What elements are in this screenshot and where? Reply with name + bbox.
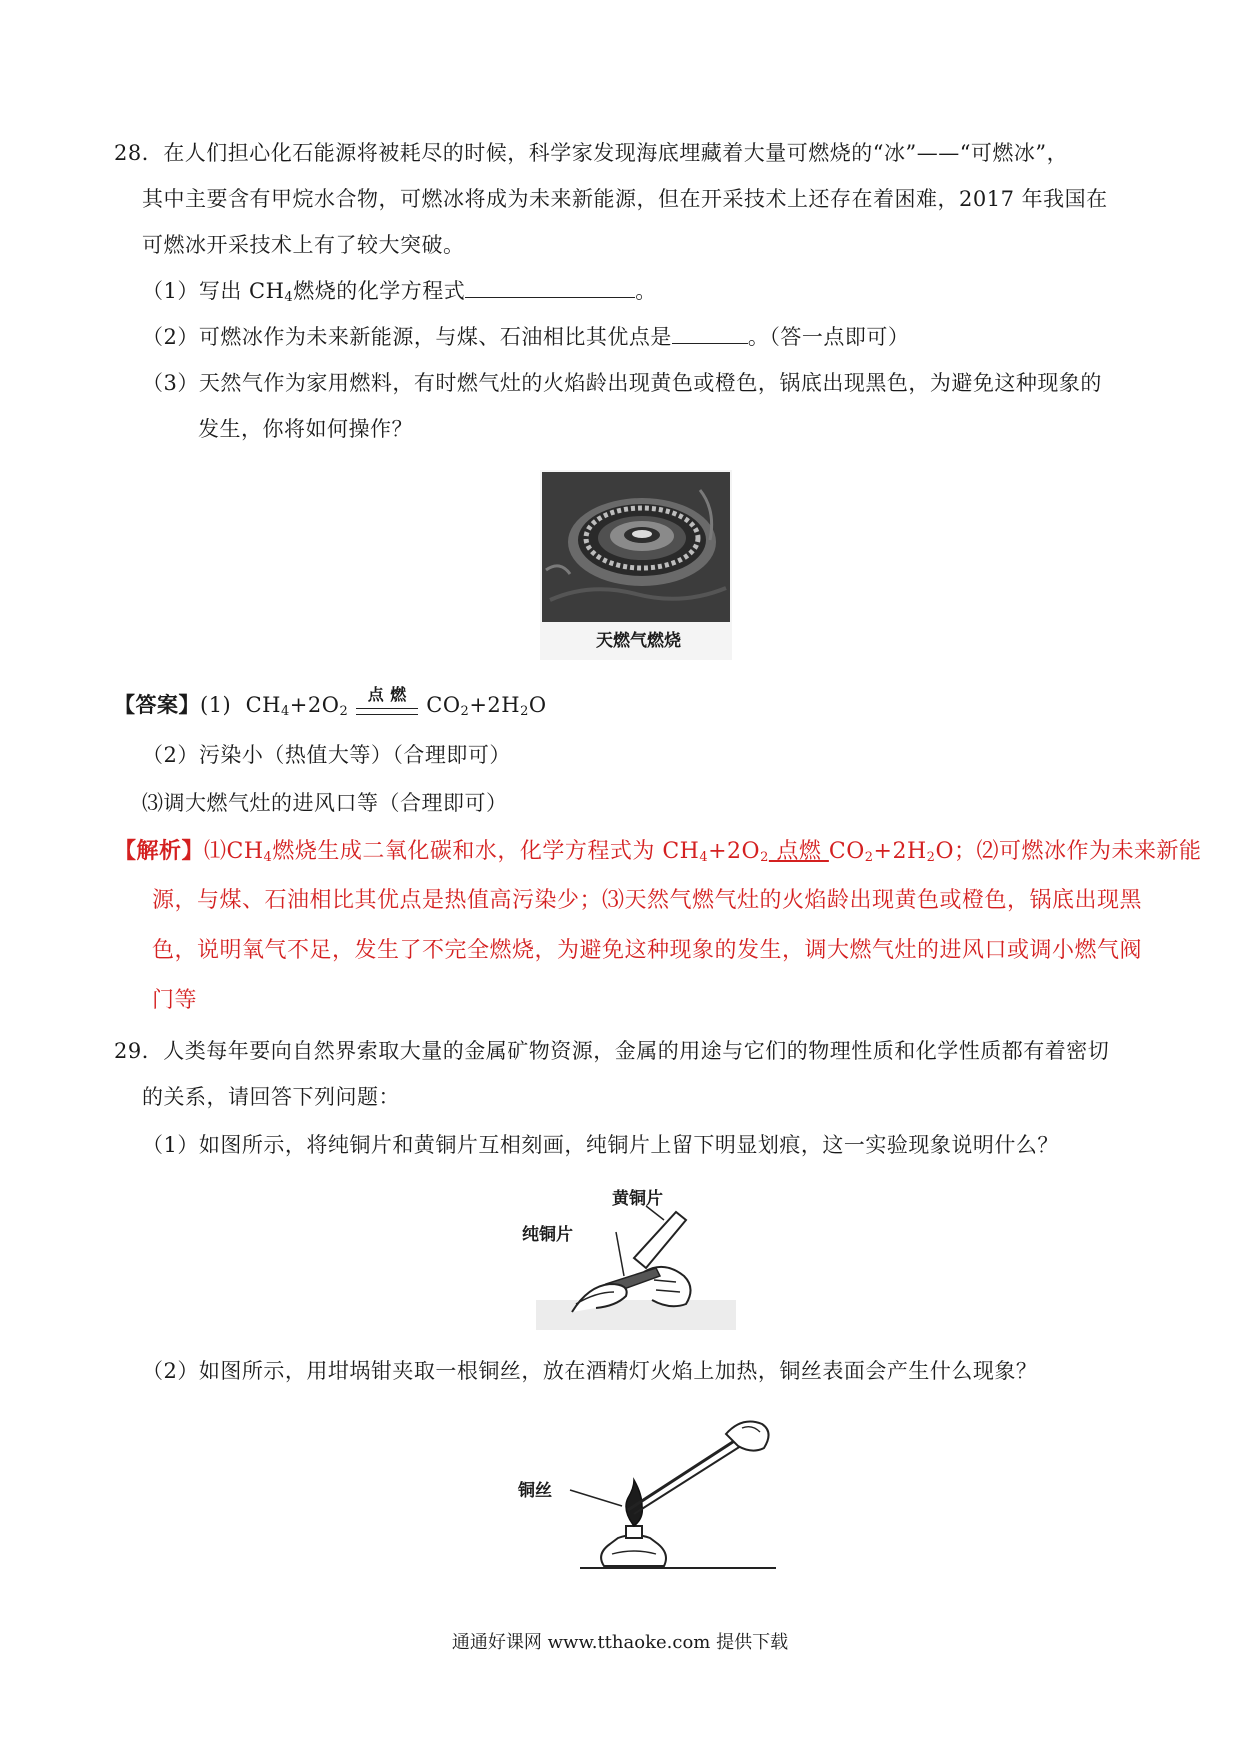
analysis28-l1-sub1: 4	[263, 850, 273, 865]
label-pure-copper: 纯铜片	[522, 1225, 573, 1245]
answer28-equals-bars	[356, 708, 418, 715]
analysis28-l1-a: ⑴CH	[204, 839, 264, 864]
gas-burner-caption: 天燃气燃烧	[596, 631, 681, 651]
q28-stem-line1: 28．在人们担心化石能源将被耗尽的时候，科学家发现海底埋藏着大量可燃烧的“冰”——“可燃冰”，	[114, 141, 1069, 165]
answer28-line1	[114, 684, 547, 720]
answer28-water: +2H	[469, 693, 521, 717]
q28-stem-line2: 其中主要含有甲烷水合物，可燃冰将成为未来新能源，但在开采技术上还存在着困难，2017 年我国在	[142, 187, 1108, 211]
analysis28-l1-b: 燃烧生成二氧化碳和水，化学方程式为 CH	[272, 839, 700, 864]
answer28-o2: +2O	[289, 693, 340, 717]
q28-part2-text-b: 。（答一点即可）	[747, 325, 910, 349]
copper-scratch-figure	[522, 1180, 736, 1330]
q28-part1-text-a: （1）写出 CH	[142, 279, 285, 303]
answer28-a1-prefix: (1)	[200, 693, 232, 717]
label-copper-wire: 铜丝	[518, 1481, 552, 1501]
analysis28-line2: 源，与煤、石油相比其优点是热值高污染少；⑶天然气燃气灶的火焰龄出现黄色或橙色，锅底出现黑	[152, 888, 1143, 913]
answer28-line2: （2）污染小（热值大等）（合理即可）	[142, 743, 511, 767]
q28-stem-line3: 可燃冰开采技术上有了较大突破。	[142, 233, 465, 257]
q29-stem-line2: 的关系，请回答下列问题：	[142, 1085, 400, 1109]
answer28-o2-sub: 2	[339, 704, 349, 719]
analysis28-l1-sub3: 2	[760, 850, 769, 865]
answer-label: 【答案】	[114, 692, 200, 717]
q28-part1-text-b: 燃烧的化学方程式	[293, 279, 466, 303]
q28-part1-sub: 4	[284, 290, 294, 305]
analysis28-line1	[114, 836, 1201, 867]
answer28-line3: ⑶调大燃气灶的进风口等（合理即可）	[142, 791, 508, 815]
q29-part1: （1）如图所示，将纯铜片和黄铜片互相刻画，纯铜片上留下明显划痕，这一实验现象说明什么？	[142, 1133, 1059, 1157]
analysis28-line3: 色，说明氧气不足，发生了不完全燃烧，为避免这种现象的发生，调大燃气灶的进风口或调小燃气阀	[152, 938, 1143, 963]
answer28-co2-sub: 2	[460, 704, 470, 719]
q28-part3-line1: （3）天然气作为家用燃料，有时燃气灶的火焰龄出现黄色或橙色，锅底出现黑色，为避免这种现象的	[142, 371, 1102, 395]
q28-part2-text-a: （2）可燃冰作为未来新能源，与煤、石油相比其优点是	[142, 325, 672, 349]
analysis28-l1-sub5: 2	[926, 850, 936, 865]
analysis28-l1-sub4: 2	[864, 850, 874, 865]
analysis28-line4: 门等	[152, 988, 198, 1013]
page-footer: 通通好课网 www.tthaoke.com 提供下载	[451, 1632, 789, 1653]
answer28-condition-arrow	[352, 684, 422, 718]
analysis28-l1-sub2: 4	[699, 850, 709, 865]
analysis28-l1-e: +2H	[873, 839, 927, 864]
answer28-condition: 点 燃	[367, 684, 407, 704]
q28-part2-blank[interactable]	[672, 323, 748, 344]
answer28-water-end: O	[528, 693, 547, 717]
q29-stem-line1: 29．人类每年要向自然界索取大量的金属矿物资源，金属的用途与它们的物理性质和化学性质都有着密切	[114, 1039, 1110, 1063]
q28-part3-line2: 发生，你将如何操作？	[198, 417, 413, 441]
alcohol-lamp-image	[530, 1414, 790, 1580]
label-brass: 黄铜片	[612, 1189, 663, 1209]
q28-part1-end: 。	[635, 279, 657, 303]
answer28-reactant-ch: CH	[245, 693, 281, 717]
analysis-label: 【解析】	[114, 838, 205, 864]
q28-part1-blank[interactable]	[465, 277, 635, 298]
answer28-reactant-sub: 4	[281, 704, 290, 719]
analysis28-l1-cond: 点燃	[768, 839, 829, 864]
analysis28-l1-f: O；⑵可燃冰作为未来新能	[935, 839, 1202, 864]
alcohol-lamp-figure	[518, 1414, 790, 1580]
analysis28-l1-d: CO	[828, 839, 865, 864]
q28-part1	[142, 276, 657, 306]
answer28-water-sub: 2	[520, 704, 529, 719]
q29-part2: （2）如图所示，用坩埚钳夹取一根铜丝，放在酒精灯火焰上加热，铜丝表面会产生什么现象？	[142, 1359, 1038, 1383]
answer28-co2: CO	[426, 693, 461, 717]
analysis28-l1-c: +2O	[708, 839, 761, 864]
gas-burner-figure	[540, 470, 732, 660]
q28-part2	[142, 322, 909, 352]
